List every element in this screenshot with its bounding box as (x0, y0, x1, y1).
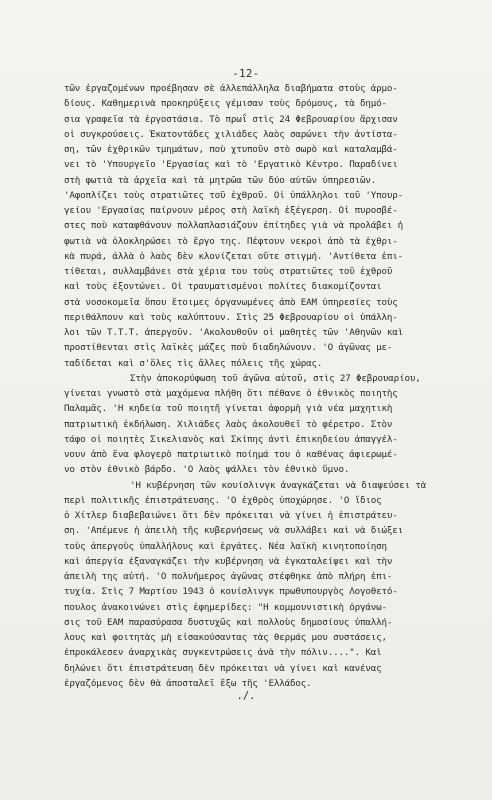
text-line: ση, τῶν ἐχθρικῶν τμημάτων, ποὺ χτυποῦν στὸ σωρὸ καὶ καταλαμβά- (64, 144, 398, 155)
text-line: σις τοῦ ΕΑΜ παρασύρασα δυστυχῶς καὶ πολλοὺς δημοσίους ὑπαλλή- (64, 616, 393, 628)
text-line: τοὺς ἀπεργοὺς ὑπαλλήλους καὶ ἐργάτες. Νέα λαϊκὴ κινητοποίηση (64, 540, 387, 552)
text-line: νουν ἀπὸ ἕνα φλογερὸ πατριωτικὸ ποίημά του ὁ καθένας ἀφιερωμέ- (64, 449, 398, 460)
page-number: -12- (232, 68, 260, 80)
text-line: τάφο οἱ ποιητὲς Σικελιανὸς καὶ Σκίπης ἀντὶ ἐπικηδείου ἀπαγγέλ- (64, 433, 398, 445)
text-line: περιθάλπουν καὶ τοὺς καλύπτουν. Στὶς 25 Φεβρουαρίου οἱ ὑπάλλη- (64, 311, 398, 323)
text-line: ταδίδεται καὶ σ'ὅλες τὶς ἄλλες πόλεις τῆς χώρας. (64, 357, 323, 369)
text-line: ὁ Χίτλερ διαβεβαιώνει ὅτι δὲν πρόκειται νὰ γίνει ἡ ἐπιστράτευ- (64, 510, 398, 521)
text-line: λοι τῶν Τ.Τ.Τ. ἀπεργοῦν. 'Ακολουθοῦν οἱ μαθητὲς τῶν 'Αθηνῶν καὶ (64, 327, 404, 338)
text-line: φωτιὰ νὰ ὁλοκληρώσει τὸ ἔργο της. Πέφτουν νεκροὶ ἀπὸ τὰ ἐχθρι- (64, 235, 398, 247)
text-line: τῶν ἐργαζομένων προέβησαν σὲ ἀλλεπάλληλα διαβήματα στοὺς ἁρμο- (64, 83, 398, 94)
typed-text-body (64, 81, 476, 691)
text-line: Παλαμᾶς. 'Η κηδεία τοῦ ποιητῆ γίνεται ἀφορμὴ γιὰ νέα μαχητικὴ (64, 403, 393, 415)
text-line: στὰ νοσοκομεῖα ὅπου ἕτοιμες ὀργανωμένες ἀπὸ ΕΑΜ ὑπηρεσίες τοὺς (64, 296, 398, 308)
text-line: ση. 'Απέμενε ἡ ἀπειλὴ τῆς κυβερνήσεως νὰ συλλάβει καὶ νὰ διώξει (64, 525, 404, 537)
text-line: καὶ ἀπεργία ἐξαναγκάζει τὴν κυβέρνηση νὰ ἐγκαταλείψει καὶ τὴν (64, 555, 393, 567)
text-line: προστίθενται στὶς λαϊκὲς μάζες ποὺ διαδηλώνουν. 'Ο ἀγῶνας με- (64, 342, 393, 354)
text-line: δηλώνει ὅτι ἐπιστράτευση δὲν πρόκειται νὰ γίνει καὶ κανένας (64, 662, 382, 674)
text-line: πατριωτικὴ ἐκδήλωση. Χιλιάδες λαὸς ἀκολουθεῖ τὸ φέρετρο. Στὸν (64, 418, 393, 430)
text-line: κὰ πυρά, ἀλλὰ ὁ λαὸς δὲν κλονίζεται οὔτε στιγμή. 'Αντίθετα ἐπι- (64, 250, 404, 262)
text-line: σια γραφεῖα τὰ ἐργοστάσια. Τὸ πρωΐ στὶς 24 Φεβρουαρίου ἄρχισαν (64, 113, 398, 125)
text-line: λους καὶ φοιτητὰς μὴ εἰσακούσαντας τὰς θερμάς μου συστάσεις, (64, 632, 387, 643)
text-line: γίνεται γνωστὸ στὰ μαχόμενα πλήθη ὅτι πέθανε ὁ ἐθνικὸς ποιητὴς (64, 388, 398, 399)
text-line: δίους. Καθημερινὰ προκηρύξεις γέμισαν τοὺς δρόμους, τὰ δημό- (64, 98, 387, 110)
text-line: ἐργαζόμενος δὲν θὰ ἀποσταλεῖ ἔξω τῆς 'Ελλάδος. (64, 677, 312, 689)
text-line: πουλος ἀνακοινώνει στὶς ἐφημερίδες: "Η κομμουνιστικὴ ὀργάνω- (64, 601, 387, 613)
text-line: ἀπειλὴ της αὐτή. 'Ο πολυήμερος ἀγῶνας στέφθηκε ἀπὸ πλήρη ἐπι- (64, 571, 393, 582)
text-line: γείου 'Εργασίας παίρνουν μέρος στὴ λαϊκὴ ἐξέγερση. Οἱ πυροσβέ- (64, 205, 398, 216)
text-line: στες ποὺ καταφθάνουν πολλαπλασιάζουν ἐπίτηδες γιὰ νὰ προλάβει ἡ (64, 220, 404, 232)
text-line: τυχία. Στὶς 7 Μαρτίου 1943 ὁ κουίσλινγκ πρωθυπουργὸς Λογοθετό- (64, 586, 398, 598)
continuation-mark: ./. (236, 690, 256, 702)
text-line: οἱ συγκρούσεις. Ἑκατοντάδες χιλιάδες λαὸς σαρώνει τὴν ἀντίστα- (64, 128, 398, 140)
text-line: νει τὸ 'Υπουργεῖο 'Εργασίας καὶ τὸ 'Εργατικὸ Κέντρο. Παραδίνει (64, 159, 398, 171)
text-line: Στὴν ἀποκορύφωση τοῦ ἀγῶνα αὐτοῦ, στὶς 27 Φεβρουαρίου, (130, 372, 421, 384)
text-line: 'Αφοπλίζει τοὺς στρατιῶτες τοῦ ἐχθροῦ. Οἱ ὑπάλληλοι τοῦ 'Υπουρ- (64, 189, 404, 201)
text-line: περὶ πολιτικῆς ἐπιστράτευσης. 'Ο ἐχθρὸς ὑποχώρησε. 'Ο ἴδιος (64, 494, 382, 506)
text-line: νο στὸν ἐθνικὸ βάρδο. 'Ο λαὸς ψάλλει τὸν ἐθνικὸ ὕμνο. (64, 464, 350, 476)
text-line: ἐπροκάλεσεν ἀναρχικὰς συγκεντρώσεις ἀνὰ τὴν πόλιν....". Καὶ (64, 647, 382, 659)
text-line: τίθεται, συλλαμβάνει στὰ χέρια του τοὺς στρατιῶτες τοῦ ἐχθροῦ (64, 266, 393, 277)
text-line: στὴ φωτιὰ τὰ ἀρχεῖα καὶ τὰ μητρῶα τῶν δύο αὐτῶν ὑπηρεσιῶν. (64, 174, 377, 186)
text-line: 'Η κυβέρνηση τῶν κουίσλινγκ ἀναγκάζεται νὰ διαψεύσει τὰ (130, 479, 426, 491)
text-line: καὶ τοὺς ἐξοντώνει. Οἱ τραυματισμένοι πολίτες διακομίζονται (64, 281, 382, 293)
